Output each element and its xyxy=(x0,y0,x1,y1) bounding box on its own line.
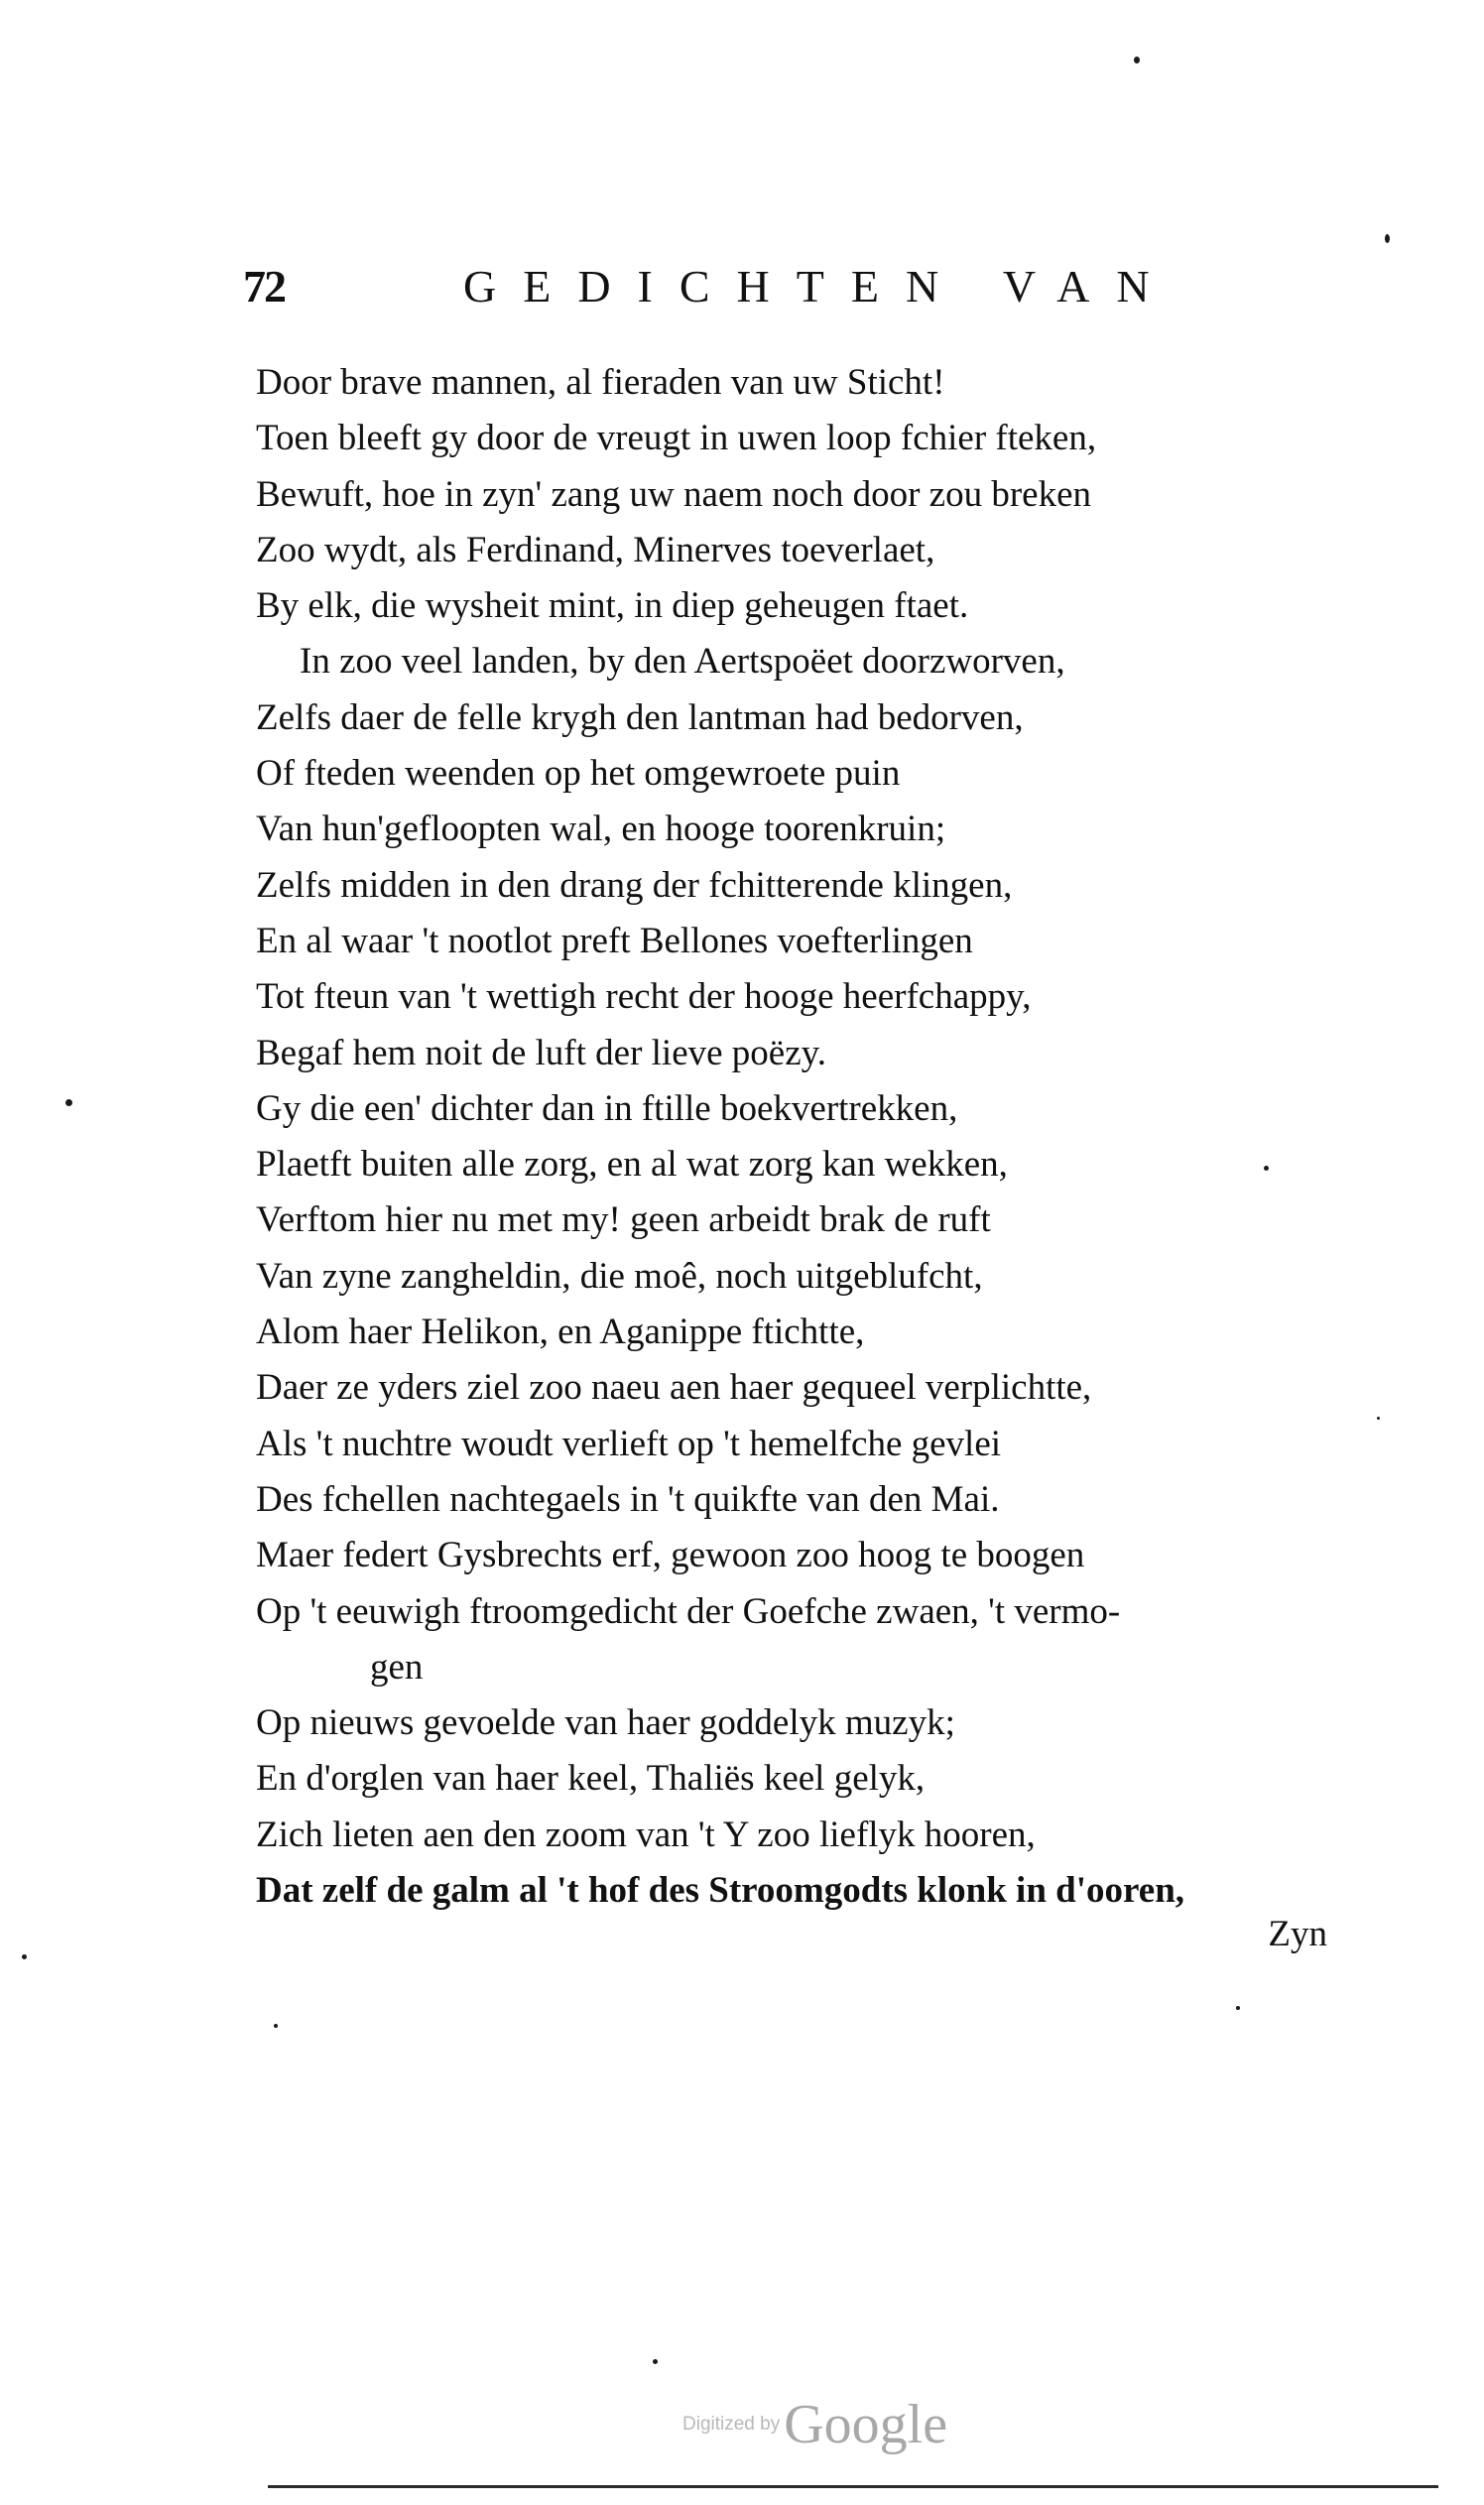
poem-line: Als 't nuchtre woudt verlieft op 't hemelfche gevlei xyxy=(256,1423,1002,1464)
poem-line: Op nieuws gevoelde van haer goddelyk muzyk; xyxy=(256,1702,955,1744)
poem-line: Des fchellen nachtegaels in 't quikfte van den Mai. xyxy=(256,1478,1000,1520)
poem-line: Bewuft, hoe in zyn' zang uw naem noch door zou breken xyxy=(256,473,1091,515)
poem-line: By elk, die wysheit mint, in diep geheugen ftaet. xyxy=(256,585,969,627)
poem-line: Op 't eeuwigh ftroomgedicht der Goefche zwaen, 't vermo- xyxy=(256,1590,1121,1632)
poem-line: Of fteden weenden op het omgewroete puin xyxy=(256,753,901,795)
poem-line: In zoo veel landen, by den Aertspoëet doorzworven, xyxy=(300,641,1065,683)
poem-line: Door brave mannen, al fieraden van uw Sticht! xyxy=(256,362,945,403)
poem-line: Zelfs midden in den drang der fchitterende klingen, xyxy=(256,864,1013,906)
digitized-prefix: Digitized by xyxy=(682,2414,781,2435)
page-number: 72 xyxy=(243,261,285,312)
poem-line: Van hun'gefloopten wal, en hooge toorenkruin; xyxy=(256,809,946,850)
google-logo: Google xyxy=(784,2394,948,2455)
scan-speck xyxy=(1264,1166,1269,1171)
poem-line: gen xyxy=(370,1646,424,1688)
poem-line: Zich lieten aen den zoom van 't Y zoo lieflyk hooren, xyxy=(256,1814,1036,1855)
page-header xyxy=(243,260,1176,329)
digitized-watermark xyxy=(682,2393,947,2462)
scan-speck xyxy=(65,1099,72,1106)
scan-speck xyxy=(1377,1417,1380,1420)
poem-line: Toen bleeft gy door de vreugt in uwen loop fchier fteken, xyxy=(256,418,1097,459)
poem-text xyxy=(256,355,1357,1919)
scan-speck xyxy=(1385,234,1390,243)
poem-line: Daer ze yders ziel zoo naeu aen haer gequeel verplichtte, xyxy=(256,1367,1092,1409)
running-head: GEDICHTEN VAN xyxy=(463,261,1176,312)
scan-speck xyxy=(653,2359,658,2364)
poem-line: Plaetft buiten alle zorg, en al wat zorg kan wekken, xyxy=(256,1144,1008,1186)
poem-line: Van zyne zangheldin, die moê, noch uitgeblufcht, xyxy=(256,1255,983,1297)
poem-line: Tot fteun van 't wettigh recht der hooge heerfchappy, xyxy=(256,976,1032,1018)
poem-line: Verftom hier nu met my! geen arbeidt brak de ruft xyxy=(256,1199,991,1241)
bottom-edge-rule xyxy=(268,2485,1438,2488)
poem-line: Zelfs daer de felle krygh den lantman had bedorven, xyxy=(256,696,1024,738)
catchword: Zyn xyxy=(1268,1914,1327,1954)
poem-line: Alom haer Helikon, en Aganippe ftichtte, xyxy=(256,1312,865,1353)
poem-line: En d'orglen van haer keel, Thaliës keel gelyk, xyxy=(256,1758,926,1800)
scan-speck xyxy=(22,1954,27,1959)
poem-line: En al waar 't nootlot preft Bellones voefterlingen xyxy=(256,920,973,961)
poem-line: Begaf hem noit de luft der lieve poëzy. xyxy=(256,1032,826,1073)
poem-line: Zoo wydt, als Ferdinand, Minerves toeverlaet, xyxy=(256,529,935,570)
scan-speck xyxy=(1134,57,1140,63)
poem-line: Gy die een' dichter dan in ftille boekvertrekken, xyxy=(256,1087,958,1129)
poem-line: Maer federt Gysbrechts erf, gewoon zoo hoog te boogen xyxy=(256,1535,1085,1576)
scan-speck xyxy=(274,2024,278,2028)
scan-speck xyxy=(1236,2006,1240,2010)
poem-line: Dat zelf de galm al 't hof des Stroomgodts klonk in d'ooren, xyxy=(256,1870,1185,1912)
